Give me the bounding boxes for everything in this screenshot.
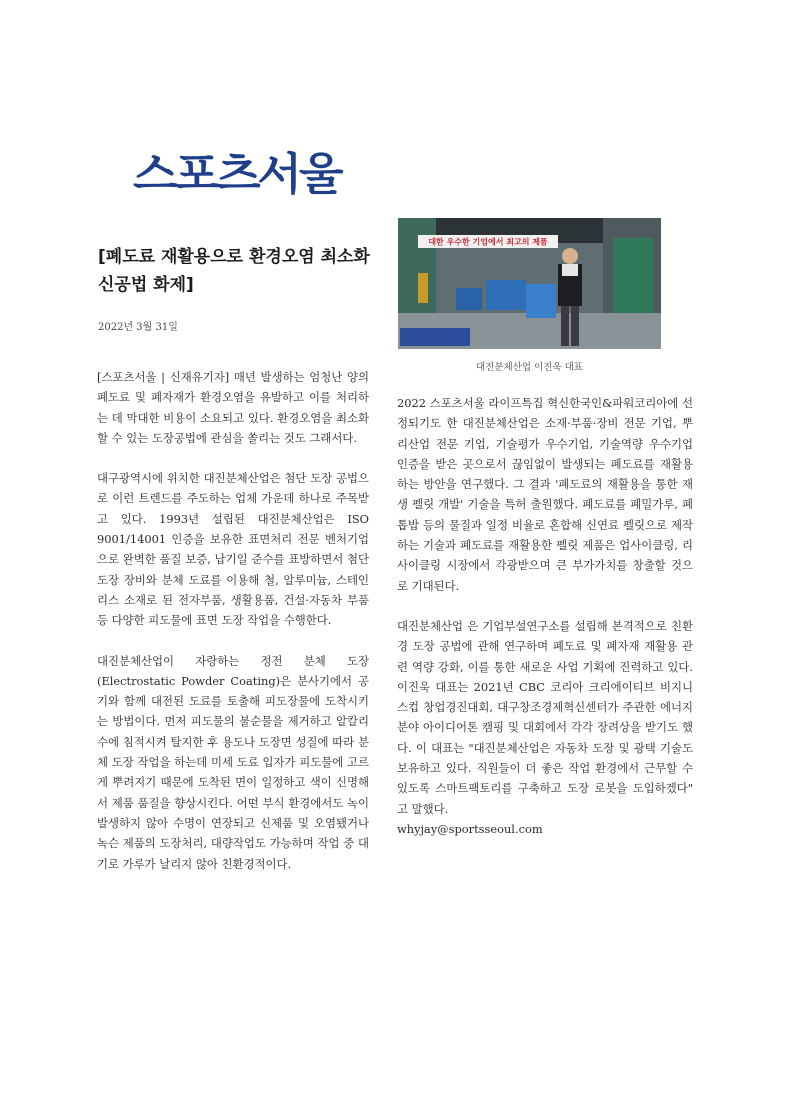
paragraph-research: 2022 스포츠서울 라이프특집 혁신한국인&파워코리아에 선정되기도 한 대진분체산업은 소재·부품·장비 전문 기업, 뿌리산업 전문 기업, 기술평가 우수기업, 기술역량 우수기업 인증을 받은 곳으로서 끊임없이 발생되는 폐도료를 재활용하는 방안을 연구했다. 그 결과 '폐도료의 재활용을 통한 재생 펠릿 개발' 기술을 특허 출원했다. 폐도료를 폐밀가루, 폐톱밥 등의 물질과 일정 비율로 혼합해 신연료 펠릿으로 제작하는 기술과 폐도료를 재활용한 펠릿 제품은 업사이클링, 리사이클링 시장에서 각광받으며 큰 부가가치를 창출할 것으로 기대된다. xyxy=(397,396,693,593)
factory-scene-image xyxy=(398,218,661,349)
logo-text: 스포츠서울 xyxy=(133,149,341,200)
reporter-email: whyjay@sportsseoul.com xyxy=(397,821,543,836)
paragraph-company: 대구광역시에 위치한 대진분체산업은 첨단 도장 공법으로 이런 트렌드를 주도하는 업체 가운데 하나로 주목받고 있다. 1993년 설립된 대진분체산업은 ISO 9001/14001 인증을 보유한 표면처리 전문 벤처기업으로 완벽한 품질 보증, 납기일 준수를 표방하면서 첨단 도장 장비와 분체 도료를 이용해 철, 알루미늄, 스테인리스 소재로 된 전자부품, 생활용품, 건설·자동차 부품 등 다양한 피도물에 표면 도장 작업을 수행한다. xyxy=(97,471,369,628)
ceo-photo xyxy=(398,218,661,349)
photo-banner-text: 대한 우수한 기업에서 최고의 제품 xyxy=(428,237,548,247)
article-headline: [폐도료 재활용으로 환경오염 최소화 신공법 화제] xyxy=(98,247,370,295)
paragraph-technique: 대진분체산업이 자랑하는 정전 분체 도장(Electrostatic Powder Coating)은 분사기에서 공기와 함께 대전된 도료를 토출해 피도장물에 도착시키는 방법이다. 먼저 피도물의 불순물을 제거하고 알칼리수에 침적시켜 탈지한 후 용도나 도장면 성질에 따라 분체 도장 작업을 하는데 미세 도료 입자가 피도물에 고르게 뿌려지기 때문에 도착된 면이 일정하고 색이 신명해서 제품 품질을 향상시킨다. 어떤 부식 환경에서도 녹이 발생하지 않아 수명이 연장되고 신제품 및 오염됐거나 녹슨 제품의 도장처리, 대량작업도 가능하며 작업 중 대기로 가루가 날리지 않아 친환경적이다. xyxy=(97,653,369,871)
paragraph-intro: [스포츠서울 | 신재유기자] 매년 발생하는 엄청난 양의 폐도료 및 폐자재가 환경오염을 유발하고 이를 처리하는 데 막대한 비용이 소요되고 있다. 환경오염을 최소화할 수 있는 도장공법에 관심을 쏠리는 것도 그래서다. xyxy=(97,370,369,445)
paragraph-ceo-quote: 대진분체산업 은 기업부설연구소를 설립해 본격적으로 친환경 도장 공법에 관해 연구하며 폐도료 및 폐자재 재활용 관련 역량 강화, 이를 통한 새로운 사업 기획에 진력하고 있다. 이진욱 대표는 2021년 CBC 코리아 크리에이티브 비지니스컵 창업경진대회, 대구창조경제혁신센터가 주관한 에너지 분야 아이디어톤 캠핑 및 대회에서 각각 장려상을 받기도 했다. 이 대표는 "대진분체산업은 자동차 도장 및 광택 기술도 보유하고 있다. 직원들이 더 좋은 작업 환경에서 근무할 수 있도록 스마트팩토리를 구축하고 도장 로봇을 도입하겠다" 고 말했다. xyxy=(397,618,693,816)
article-date: 2022년 3월 31일 xyxy=(98,322,178,333)
masthead-logo xyxy=(133,149,345,200)
article-body-right xyxy=(397,393,693,859)
photo-caption: 대진분체산업 이진욱 대표 xyxy=(476,362,583,373)
article-body-left xyxy=(97,367,369,894)
